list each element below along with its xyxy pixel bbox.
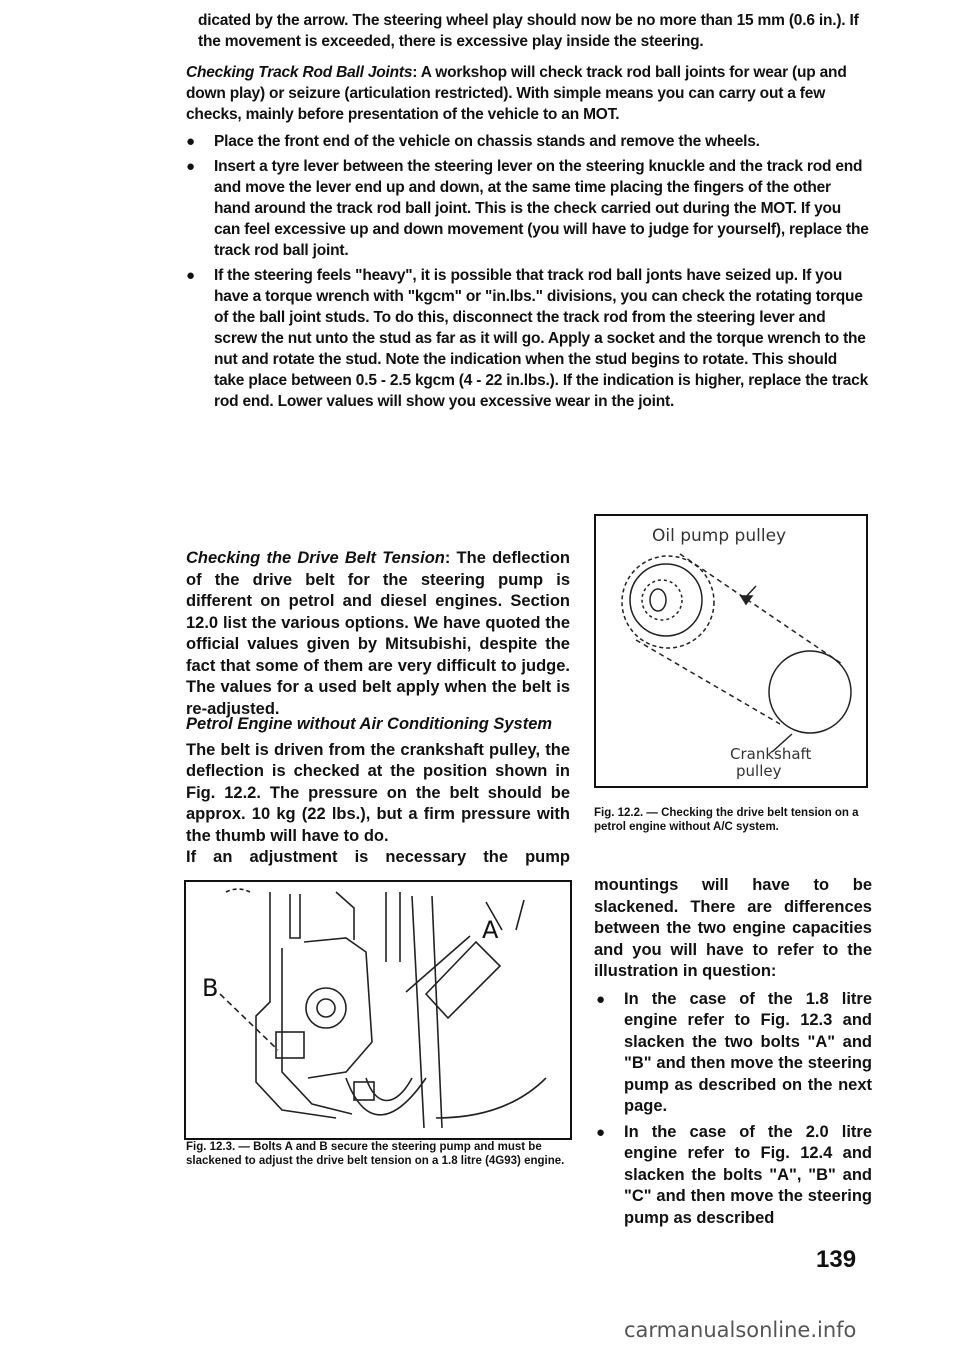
figure-12-2-caption: Fig. 12.2. — Checking the drive belt tension on a petrol engine without A/C system. (594, 807, 859, 833)
petrol-section (186, 714, 570, 869)
list-item: ● Place the front end of the vehicle on chassis stands and remove the wheels. (186, 133, 760, 150)
bolt-b-label: B (202, 974, 219, 1002)
drive-belt-heading: Checking the Drive Belt Tension (186, 549, 445, 567)
track-rod-bullet-list (184, 131, 870, 412)
continued-paragraph (198, 10, 870, 52)
track-rod-intro: : A workshop will check track rod ball joints for wear (up and down play) or seizure (articulation restricted). With simple means you can carry out a few checks, mainly before presentation of the vehicle to an MOT. (186, 64, 847, 123)
petrol-heading: Petrol Engine without Air Conditioning System (186, 715, 553, 733)
petrol-text-continued: If an adjustment is necessary the pump (186, 848, 570, 866)
list-item: ● In the case of the 1.8 litre engine refer to Fig. 12.3 and slacken the two bolts "A" and "B" and then move the steering pump as described on the next page. (596, 989, 872, 1115)
drive-belt-text: : The deflection of the drive belt for the steering pump is different on petrol and diesel engines. Section 12.0 list the various options. We have quoted the official values given by Mitsubishi, despite the fact that some of them are very difficult to judge. The values for a used belt apply when the belt is re-adjusted. (186, 549, 570, 718)
bullet-icon: ● (596, 1123, 606, 1141)
watermark: carmanualsonline.info (624, 1318, 857, 1342)
figure-12-3-caption: Fig. 12.3. — Bolts A and B secure the steering pump and must be slackened to adjust the drive belt tension on a 1.8 litre (4G93) engine. (186, 1141, 565, 1167)
list-item: ● Insert a tyre lever between the steering lever on the steering knuckle and the track rod end and move the lever end up and down, at the same time placing the fingers of the other hand around the track rod ball joint. This is the check carried out during the MOT. If you can feel excessive up and down movement (you will have to judge for yourself), replace the track rod ball joint. (186, 158, 869, 259)
steering-pump-diagram (186, 882, 570, 1138)
track-rod-heading: Checking Track Rod Ball Joints (186, 64, 413, 81)
petrol-text: The belt is driven from the crankshaft pulley, the deflection is checked at the position shown in Fig. 12.2. The pressure on the belt should be approx. 10 kg (22 lbs.), but a firm pressure with the thumb will have to do. (186, 740, 570, 845)
engine-bullet-list (594, 989, 872, 1230)
figure-12-3 (184, 880, 572, 1140)
page-number: 139 (816, 1246, 857, 1273)
bullet-icon: ● (596, 990, 606, 1008)
drive-belt-section (186, 548, 570, 720)
bullet-icon: ● (186, 158, 195, 175)
crankshaft-pulley-label: Crankshaft pulley (730, 745, 812, 780)
list-item: ● In the case of the 2.0 litre engine refer to Fig. 12.4 and slacken the bolts "A", "B" and "C" and then move the steering pump as described (596, 1122, 872, 1227)
bullet-icon: ● (186, 267, 195, 284)
list-item: ● If the steering feels "heavy", it is possible that track rod ball jonts have seized up. If you have a torque wrench with "kgcm" or "in.lbs." divisions, you can check the rotating torque of the ball joint studs. To do this, disconnect the track rod from the steering lever and screw the nut unto the stud as far as it will go. Apply a socket and the torque wrench to the nut and rotate the stud. Note the indication when the stud begins to rotate. This should take place between 0.5 - 2.5 kgcm (4 - 22 in.lbs.). If the indication is higher, replace the track rod end. Lower values will show you excessive wear in the joint. (186, 267, 869, 410)
right-column-text: mountings will have to be slackened. There are differences between the two engine capacities and you will have to refer to the illustration in question: (594, 876, 872, 980)
bolt-a-label: A (482, 916, 499, 944)
right-column (594, 875, 872, 1229)
oil-pump-pulley-label: Oil pump pulley (652, 526, 787, 546)
bullet-icon: ● (186, 133, 195, 150)
continued-paragraph-text: dicated by the arrow. The steering wheel play should now be no more than 15 mm (0.6 in.). If the movement is exceeded, there is excessive play inside the steering. (198, 12, 859, 50)
track-rod-section (186, 62, 870, 412)
figure-12-2 (594, 514, 868, 788)
